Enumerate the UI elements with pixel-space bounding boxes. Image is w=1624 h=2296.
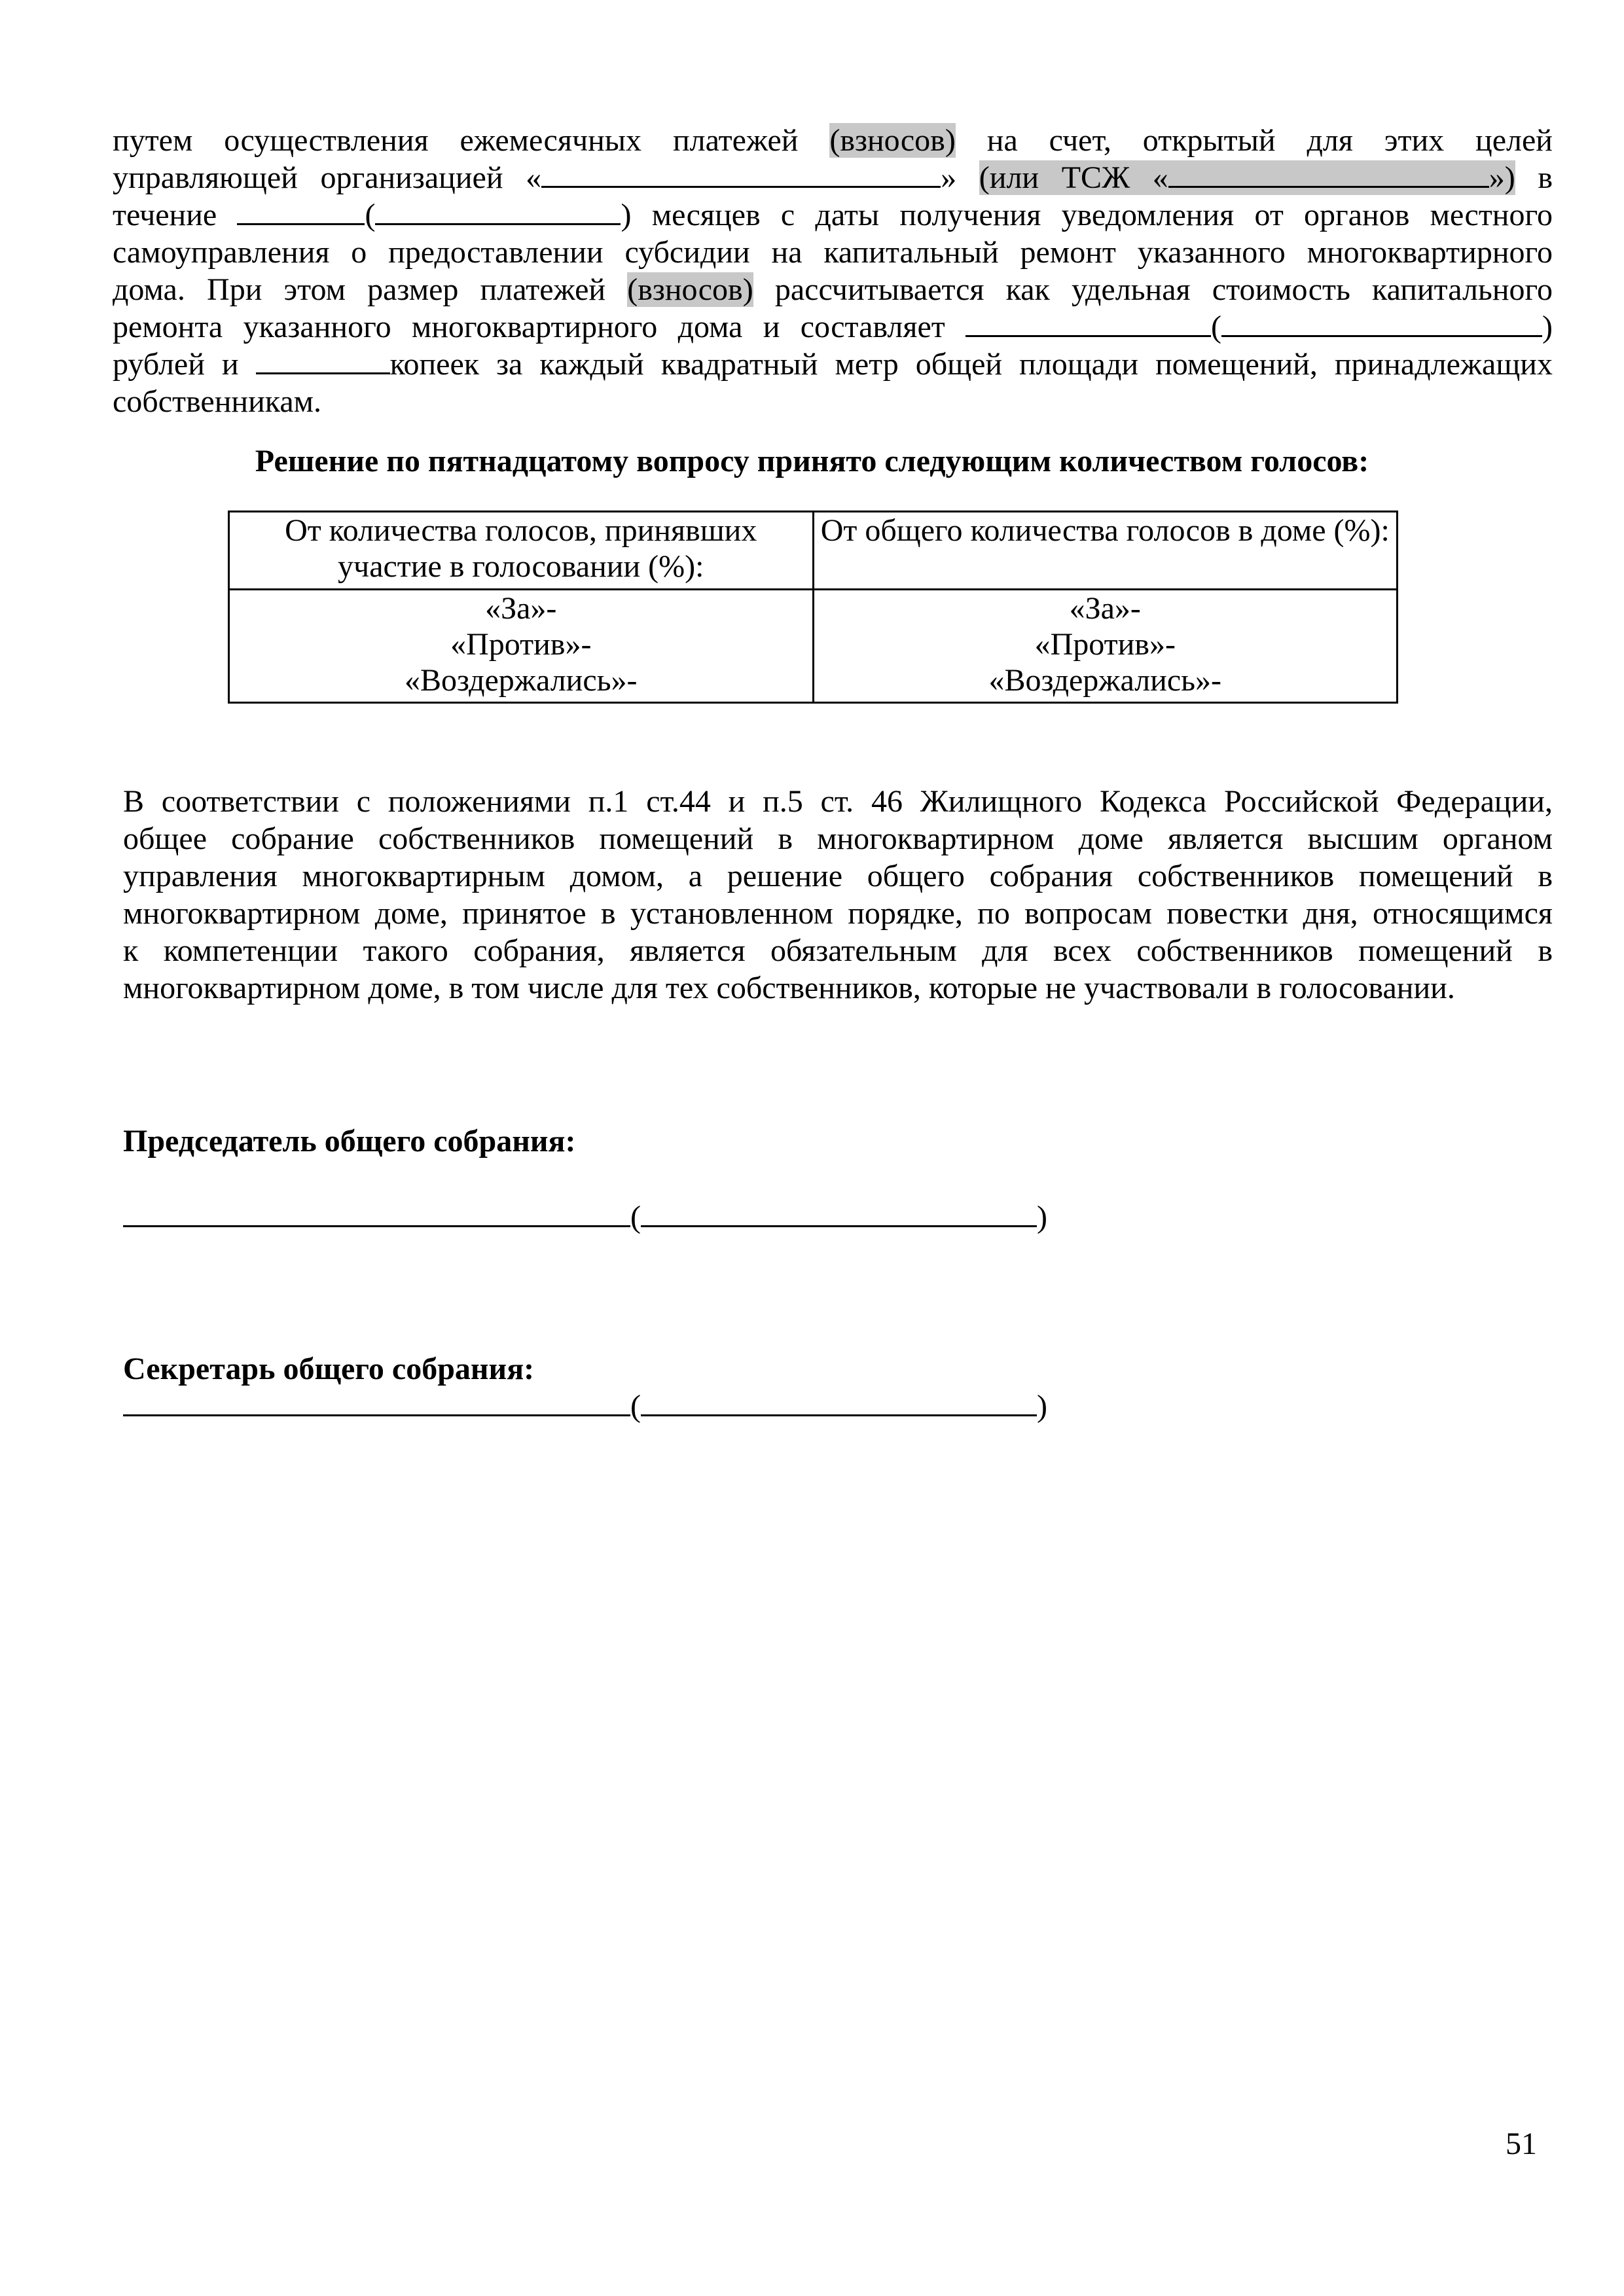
paragraph-line: собственникам.	[113, 384, 322, 419]
vote-values-total	[813, 590, 1398, 703]
blank-months-words	[375, 197, 621, 225]
decision-heading: Решение по пятнадцатому вопросу принято следующим количеством голосов:	[255, 444, 1369, 478]
blank-hoa-name	[1168, 160, 1489, 188]
paragraph-line: В соответствии с положениями п.1 ст.44 и п.5 ст. 46 Жилищного Кодекса Российской Федерации,	[123, 784, 1553, 819]
blank-months-number	[237, 197, 365, 225]
paragraph-line: путем осуществления ежемесячных платежей (взносов) на счет, открытый для этих целей	[113, 123, 1553, 158]
blank-kopecks	[256, 346, 390, 374]
vote-for: «За»-	[1069, 591, 1141, 626]
vote-abstained: «Воздержались»-	[404, 663, 638, 698]
paragraph-line: ремонта указанного многоквартирного дома и составляет ( )	[113, 310, 1553, 344]
vote-table-header-total: От общего количества голосов в доме (%):	[813, 512, 1398, 590]
highlighted-text: (взносов)	[627, 272, 753, 307]
vote-values-participants	[229, 590, 814, 703]
paragraph-line: к компетенции такого собрания, является обязательным для всех собственников помещений в	[123, 933, 1553, 968]
paragraph-line: рублей и копеек за каждый квадратный метр общей площади помещений, принадлежащих	[113, 347, 1553, 382]
chairman-title: Председатель общего собрания:	[123, 1124, 576, 1158]
vote-table	[228, 511, 1398, 704]
paragraph-line: дома. При этом размер платежей (взносов) рассчитывается как удельная стоимость капитального	[113, 272, 1553, 307]
paragraph-line: управления многоквартирным домом, а решение общего собрания собственников помещений в	[123, 859, 1553, 893]
paragraph-line: многоквартирном доме, в том числе для тех собственников, которые не участвовали в голосовании.	[123, 971, 1455, 1005]
chairman-signature-line: ( )	[123, 1198, 1047, 1236]
signature-blank	[123, 1199, 630, 1227]
page-number: 51	[1506, 2126, 1537, 2161]
paragraph-line: течение ( ) месяцев с даты получения уведомления от органов местного	[113, 198, 1553, 232]
vote-table-header-participants: От количества голосов, принявших участие в голосовании (%):	[229, 512, 814, 590]
blank-amount-number	[965, 309, 1211, 337]
vote-against: «Против»-	[450, 627, 592, 662]
paragraph-line: самоуправления о предоставлении субсидии на капитальный ремонт указанного многоквартирного	[113, 235, 1553, 270]
secretary-title: Секретарь общего собрания:	[123, 1352, 535, 1386]
vote-abstained: «Воздержались»-	[988, 663, 1222, 698]
blank-amount-words	[1221, 309, 1542, 337]
highlighted-text: (или ТСЖ « »)	[979, 160, 1515, 195]
highlighted-text: (взносов)	[829, 123, 956, 158]
paragraph-line: управляющей организацией « » (или ТСЖ « ») в	[113, 160, 1553, 195]
name-blank	[641, 1388, 1037, 1416]
vote-against: «Против»-	[1034, 627, 1176, 662]
name-blank	[641, 1199, 1037, 1227]
vote-for: «За»-	[485, 591, 557, 626]
secretary-signature-line: ( )	[123, 1388, 1047, 1425]
body-paragraph-legal	[123, 783, 1553, 1007]
paragraph-line: многоквартирном доме, принятое в установленном порядке, по вопросам повестки дня, относящимся	[123, 896, 1553, 931]
signature-blank	[123, 1388, 630, 1416]
paragraph-line: общее собрание собственников помещений в многоквартирном доме является высшим органом	[123, 821, 1553, 856]
blank-org-name	[541, 160, 941, 188]
body-paragraph-payments	[113, 122, 1553, 420]
